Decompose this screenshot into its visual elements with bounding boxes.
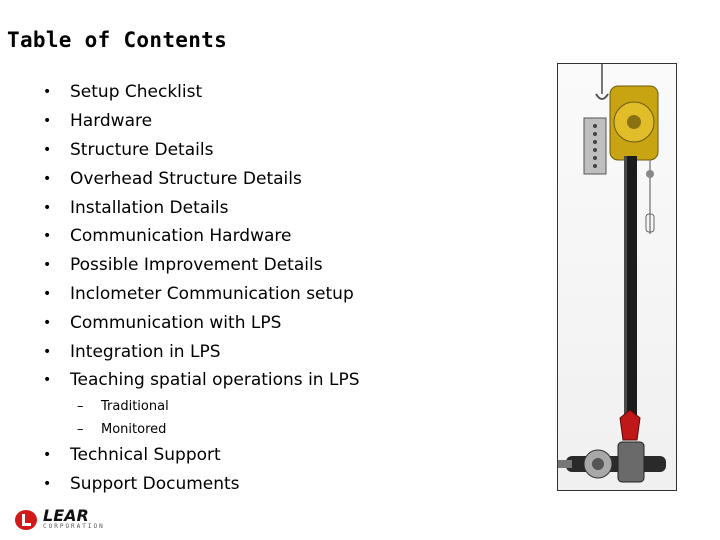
toc-item-label: Integration in LPS <box>70 342 221 362</box>
bullet-icon: • <box>43 84 52 100</box>
tool-balancer-assembly-image <box>557 63 677 491</box>
toc-item-support-documents <box>43 471 240 497</box>
toc-item-hardware <box>43 108 152 134</box>
toc-item-overhead-structure-details <box>43 166 302 192</box>
toc-item-communication-with-lps <box>43 310 281 336</box>
bullet-icon: • <box>43 476 52 492</box>
toc-item-label: Hardware <box>70 111 153 131</box>
bullet-icon: • <box>43 113 52 129</box>
toc-item-teaching-spatial-operations <box>43 367 359 393</box>
logo-name: LEAR <box>43 506 89 525</box>
bullet-icon: • <box>43 200 52 216</box>
tool-balancer-illustration <box>558 64 676 490</box>
toc-item-label: Support Documents <box>70 474 240 494</box>
toc-item-label: Inclometer Communication setup <box>70 284 354 304</box>
toc-item-setup-checklist <box>43 79 202 105</box>
bullet-icon: • <box>43 171 52 187</box>
toc-item-technical-support <box>43 442 221 468</box>
bullet-icon: • <box>43 257 52 273</box>
toc-item-label: Overhead Structure Details <box>70 169 302 189</box>
toc-subitem-traditional <box>77 396 169 416</box>
toc-item-possible-improvement-details <box>43 252 323 278</box>
toc-subitem-label: Traditional <box>101 398 169 414</box>
dash-icon: – <box>77 421 84 437</box>
bullet-icon: • <box>43 228 52 244</box>
bullet-icon: • <box>43 372 52 388</box>
toc-item-label: Teaching spatial operations in LPS <box>70 370 360 390</box>
logo-subtitle: CORPORATION <box>43 523 105 530</box>
lear-logo <box>14 506 105 531</box>
bullet-icon: • <box>43 447 52 463</box>
toc-item-label: Possible Improvement Details <box>70 255 323 275</box>
toc-item-inclometer-communication-setup <box>43 281 354 307</box>
toc-item-label: Structure Details <box>70 140 214 160</box>
lear-logo-icon <box>14 509 40 531</box>
toc-item-communication-hardware <box>43 223 291 249</box>
toc-item-label: Technical Support <box>70 445 221 465</box>
toc-item-integration-in-lps <box>43 339 221 365</box>
toc-subitem-label: Monitored <box>101 421 167 437</box>
dash-icon: – <box>77 398 84 414</box>
bullet-icon: • <box>43 286 52 302</box>
toc-item-installation-details <box>43 195 229 221</box>
bullet-icon: • <box>43 315 52 331</box>
toc-subitem-monitored <box>77 419 166 439</box>
logo-text-block <box>43 506 105 531</box>
toc-item-label: Installation Details <box>70 198 229 218</box>
toc-item-label: Communication Hardware <box>70 226 292 246</box>
toc-item-label: Communication with LPS <box>70 313 282 333</box>
toc-item-label: Setup Checklist <box>70 82 203 102</box>
page-title: Table of Contents <box>7 28 228 52</box>
bullet-icon: • <box>43 344 52 360</box>
toc-item-structure-details <box>43 137 213 163</box>
bullet-icon: • <box>43 142 52 158</box>
